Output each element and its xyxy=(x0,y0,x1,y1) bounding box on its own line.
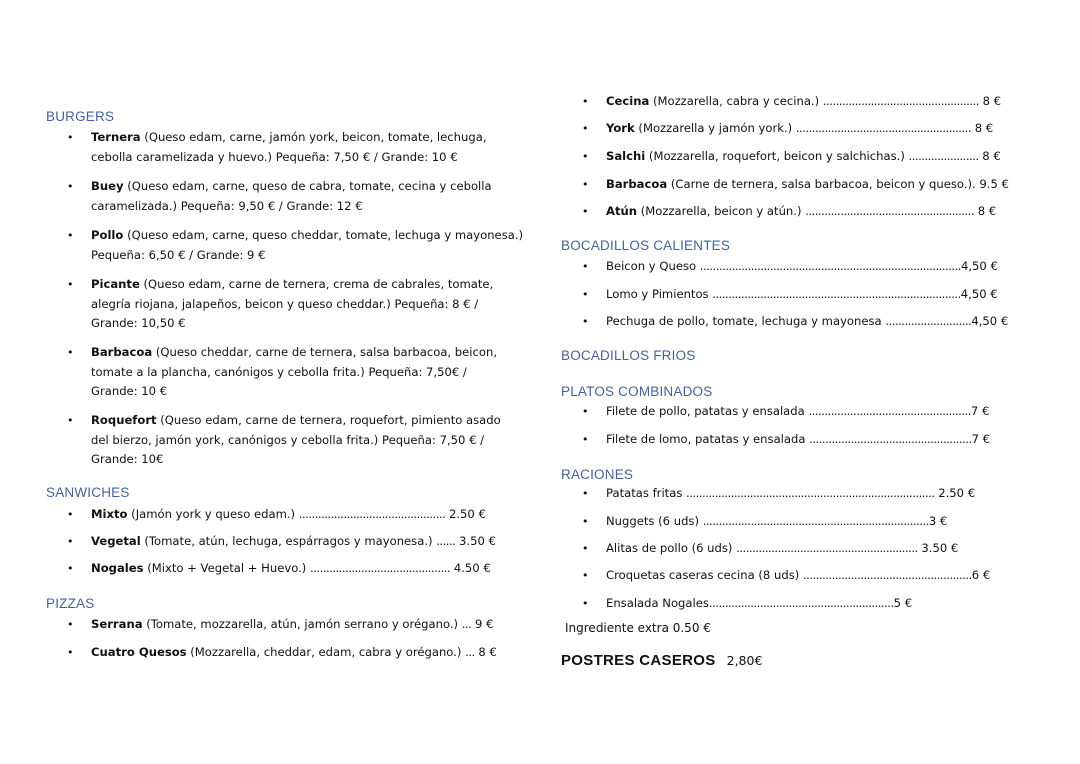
bullet: • xyxy=(67,180,74,193)
raciones-title: RACIONES xyxy=(561,467,634,482)
item-price: 3.50 € xyxy=(917,541,959,555)
bullet: • xyxy=(67,618,74,631)
item-name: Ternera xyxy=(91,130,141,144)
bullet: • xyxy=(67,646,74,659)
item-dots: .............................................. xyxy=(298,507,446,521)
item-dots: ... xyxy=(465,645,475,659)
item-desc: Beicon y Queso xyxy=(606,259,700,273)
bocadillos-frios-title: BOCADILLOS FRIOS xyxy=(561,348,696,363)
item-dots: .......................................................... xyxy=(708,596,894,610)
item-price: 8 € xyxy=(971,121,994,135)
item-desc-line3: Grande: 10,50 € xyxy=(91,316,186,330)
item-price: 6 € xyxy=(971,568,991,582)
item-price: 7 € xyxy=(971,432,991,446)
item-desc: Filete de lomo, patatas y ensalada xyxy=(606,432,810,446)
item-desc-line2: tomate a la plancha, canónigos y cebolla frita.) Pequeña: 7,50€ / xyxy=(91,364,467,379)
bullet: • xyxy=(582,597,589,610)
bullet: • xyxy=(67,278,74,291)
item-price: 4,50 € xyxy=(971,314,1009,328)
item-name: Picante xyxy=(91,277,140,291)
platos-combinados-title: PLATOS COMBINADOS xyxy=(561,384,713,399)
item-name: Cecina xyxy=(606,94,650,108)
bullet: • xyxy=(582,150,589,163)
item-name: Roquefort xyxy=(91,413,157,427)
bullet: • xyxy=(582,122,589,135)
item-price: 8 € xyxy=(474,645,497,659)
item-name: Nogales xyxy=(91,561,144,575)
bullet: • xyxy=(582,433,589,446)
item-dots: .............................................................................. xyxy=(712,287,961,301)
item-price: 3 € xyxy=(928,514,948,528)
item-desc: (Mozzarella y jamón york.) xyxy=(634,121,796,135)
item-name: Barbacoa xyxy=(91,345,153,359)
burger-item-picante xyxy=(46,275,516,335)
item-desc-line2: caramelizada.) Pequeña: 9,50 € / Grande: 12 € xyxy=(91,198,363,213)
item-price: 8 € xyxy=(974,204,997,218)
item-desc: Alitas de pollo (6 uds) xyxy=(606,541,737,555)
item-dots: .................................................................................. xyxy=(699,259,961,273)
item-desc: (Mixto + Vegetal + Huevo.) xyxy=(143,561,311,575)
bullet: • xyxy=(582,95,589,108)
burger-item-barbacoa xyxy=(46,343,516,403)
item-dots: ......................................................... xyxy=(736,541,918,555)
bullet: • xyxy=(67,346,74,359)
item-dots: ....................................................................... xyxy=(702,514,929,528)
item-price: 2.50 € xyxy=(445,507,486,521)
item-dots: ........................... xyxy=(885,314,972,328)
item-desc: (Queso edam, carne de ternera, roquefort, pimiento asado xyxy=(156,413,501,427)
bullet: • xyxy=(582,515,589,528)
item-price: 8 € xyxy=(978,94,1002,108)
item-desc-line2: alegría riojana, jalapeños, beicon y queso cheddar.) Pequeña: 8 € / xyxy=(91,296,479,311)
item-dots: ...................... xyxy=(908,149,979,163)
ingrediente-extra: Ingrediente extra 0.50 € xyxy=(565,621,711,635)
postres-title: POSTRES CASEROS xyxy=(561,652,716,669)
burgers-title: BURGERS xyxy=(46,109,115,124)
item-desc: Lomo y Pimientos xyxy=(606,287,713,301)
item-name: York xyxy=(606,121,635,135)
bullet: • xyxy=(67,562,74,575)
item-dots: ..................................................... xyxy=(802,568,972,582)
burger-item-buey xyxy=(46,177,516,217)
item-name: Cuatro Quesos xyxy=(91,645,187,659)
item-desc: (Queso edam, carne de ternera, crema de cabrales, tomate, xyxy=(139,277,494,291)
item-desc: (Mozzarella, beicon y atún.) xyxy=(637,204,806,218)
postres-price: 2,80€ xyxy=(726,653,763,668)
item-desc: (Tomate, mozzarella, atún, jamón serrano y orégano.) xyxy=(142,617,462,631)
item-name: Buey xyxy=(91,179,124,193)
bullet: • xyxy=(582,288,589,301)
sanwiches-title: SANWICHES xyxy=(46,485,130,500)
item-price: 9.5 € xyxy=(979,177,1009,191)
bullet: • xyxy=(582,405,589,418)
item-desc: (Carne de ternera, salsa barbacoa, beicon y queso.). xyxy=(667,177,980,191)
bullet: • xyxy=(582,260,589,273)
item-dots: ................................................. xyxy=(822,94,979,108)
item-price: 8 € xyxy=(978,149,1001,163)
burger-item-pollo xyxy=(46,226,524,266)
bullet: • xyxy=(582,315,589,328)
bullet: • xyxy=(67,508,74,521)
bullet: • xyxy=(582,205,589,218)
item-desc-line2: cebolla caramelizada y huevo.) Pequeña: 7,50 € / Grande: 10 € xyxy=(91,149,458,164)
item-desc: Patatas fritas xyxy=(606,486,687,500)
item-desc-line2: Pequeña: 6,50 € / Grande: 9 € xyxy=(91,247,266,262)
item-desc: (Queso edam, carne, queso de cabra, tomate, cecina y cebolla xyxy=(123,179,492,193)
item-name: Mixto xyxy=(91,507,128,521)
item-desc-line3: Grande: 10€ xyxy=(91,452,164,466)
item-desc-line2: del bierzo, jamón york, canónigos y cebolla frita.) Pequeña: 7,50 € / xyxy=(91,432,485,447)
item-price: 2.50 € xyxy=(934,486,976,500)
item-name: Serrana xyxy=(91,617,143,631)
item-desc: Nuggets (6 uds) xyxy=(606,514,703,528)
bullet: • xyxy=(582,487,589,500)
item-desc: (Queso cheddar, carne de ternera, salsa barbacoa, beicon, xyxy=(152,345,498,359)
item-desc: (Mozzarella, roquefort, beicon y salchichas.) xyxy=(645,149,909,163)
item-name: Pollo xyxy=(91,228,124,242)
bullet: • xyxy=(582,569,589,582)
item-dots: ..................................................... xyxy=(805,204,975,218)
item-dots: ................................................... xyxy=(808,404,971,418)
bullet: • xyxy=(67,535,74,548)
item-price: 3.50 € xyxy=(455,534,496,548)
item-desc: Croquetas caseras cecina (8 uds) xyxy=(606,568,803,582)
bullet: • xyxy=(67,414,74,427)
item-price: 4,50 € xyxy=(960,287,998,301)
item-dots: ................................................... xyxy=(809,432,972,446)
item-dots: ...... xyxy=(436,534,456,548)
item-desc: (Mozzarella, cabra y cecina.) xyxy=(649,94,823,108)
item-desc: (Mozzarella, cheddar, edam, cabra y orégano.) xyxy=(186,645,466,659)
item-name: Atún xyxy=(606,204,638,218)
item-name: Salchi xyxy=(606,149,646,163)
item-desc: Filete de pollo, patatas y ensalada xyxy=(606,404,809,418)
item-price: 7 € xyxy=(970,404,990,418)
item-desc: Ensalada Nogales xyxy=(606,596,709,610)
bullet: • xyxy=(582,542,589,555)
item-desc: (Queso edam, carne, jamón york, beicon, tomate, lechuga, xyxy=(140,130,487,144)
item-name: Vegetal xyxy=(91,534,141,548)
item-dots: ....................................................... xyxy=(795,121,972,135)
burger-item-roquefort xyxy=(46,411,516,471)
bullet: • xyxy=(67,131,74,144)
burger-item-ternera xyxy=(46,128,516,168)
bullet: • xyxy=(67,229,74,242)
item-price: 4,50 € xyxy=(960,259,998,273)
item-desc: (Jamón york y queso edam.) xyxy=(127,507,299,521)
item-dots: .............................................................................. xyxy=(686,486,935,500)
pizzas-title: PIZZAS xyxy=(46,596,95,611)
postres-caseros xyxy=(561,650,762,669)
item-dots: ............................................ xyxy=(310,561,451,575)
bullet: • xyxy=(582,178,589,191)
item-desc: (Queso edam, carne, queso cheddar, tomate, lechuga y mayonesa.) xyxy=(123,228,524,242)
bocadillos-calientes-title: BOCADILLOS CALIENTES xyxy=(561,238,731,253)
item-desc: Pechuga de pollo, tomate, lechuga y mayonesa xyxy=(606,314,886,328)
item-name: Barbacoa xyxy=(606,177,668,191)
item-price: 4.50 € xyxy=(450,561,491,575)
item-desc: (Tomate, atún, lechuga, espárragos y mayonesa.) xyxy=(140,534,437,548)
item-price: 9 € xyxy=(471,617,494,631)
item-price: 5 € xyxy=(893,596,913,610)
item-dots: ... xyxy=(461,617,472,631)
item-desc-line3: Grande: 10 € xyxy=(91,384,168,398)
